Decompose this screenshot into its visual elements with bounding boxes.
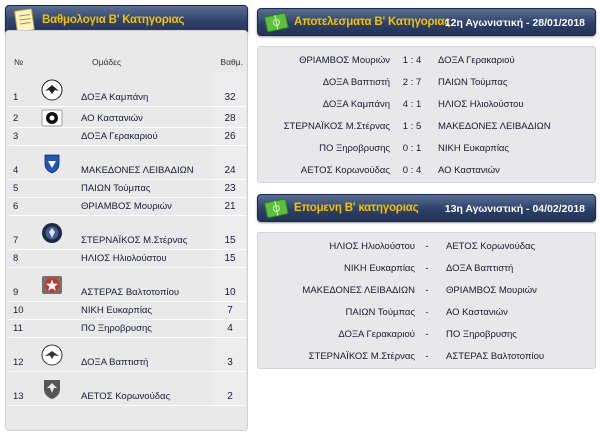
eagle-crest-logo	[41, 79, 63, 101]
results-round: 12η Αγωνιστική - 28/01/2018	[444, 17, 585, 29]
standings-row	[9, 320, 246, 338]
team-name[interactable]: ΜΑΚΕΔΟΝΕΣ ΛΕΙΒΑΔΙΩΝ	[81, 165, 194, 176]
team-points: 28	[224, 113, 236, 124]
football-pitch-icon	[262, 195, 290, 223]
column-points: Βαθμ.	[220, 57, 243, 67]
round-emblem-logo	[41, 107, 63, 129]
team-name[interactable]: ΣΤΕΡΝΑΪΚΟΣ Μ.Στέρνας	[81, 235, 188, 246]
next-round-title: Επομενη Β' κατηγοριας	[294, 202, 419, 214]
away-team[interactable]: ΑΟ Καστανιών	[438, 165, 500, 176]
match-separator: -	[425, 241, 429, 252]
match-separator: -	[425, 351, 429, 362]
team-points: 23	[224, 183, 236, 194]
team-name[interactable]: ΗΛΙΟΣ Ηλιολούστου	[81, 253, 167, 264]
result-row	[258, 138, 595, 160]
team-name[interactable]: ΔΟΞΑ Καμπάνη	[81, 92, 149, 103]
away-team[interactable]: ΔΟΞΑ Γερακαριού	[438, 55, 515, 66]
home-team[interactable]: ΠΑΙΩΝ Τούμπας	[345, 307, 415, 318]
result-row	[258, 50, 595, 72]
column-teams: Ομάδες	[92, 57, 122, 67]
team-points: 4	[227, 323, 233, 334]
match-score: 0 : 1	[402, 143, 422, 154]
position-number: 6	[13, 201, 19, 212]
match-separator: -	[425, 307, 429, 318]
away-team[interactable]: ΘΡΙΑΜΒΟΣ Μουριών	[446, 285, 537, 296]
position-number: 7	[13, 235, 19, 246]
result-row	[258, 94, 595, 116]
team-name[interactable]: ΑΟ Καστανιών	[81, 113, 143, 124]
position-number: 3	[13, 131, 19, 142]
home-team[interactable]: ΘΡΙΑΜΒΟΣ Μουριών	[299, 55, 390, 66]
position-number: 4	[13, 165, 19, 176]
match-score: 1 : 4	[402, 55, 422, 66]
match-separator: -	[425, 263, 429, 274]
result-row	[258, 72, 595, 94]
fixture-row	[258, 236, 595, 258]
team-name[interactable]: ΔΟΞΑ Βαπτιστή	[81, 357, 149, 368]
standings-row	[9, 268, 246, 302]
star-badge-logo	[41, 274, 63, 296]
results-title: Αποτελεσματα Β' Κατηγοριας	[294, 16, 451, 28]
fixture-row	[258, 346, 595, 368]
away-team[interactable]: ΜΑΚΕΔΟΝΕΣ ΛΕΙΒΑΔΙΩΝ	[438, 121, 551, 132]
away-team[interactable]: ΠΑΙΩΝ Τούμπας	[438, 77, 508, 88]
team-name[interactable]: ΘΡΙΑΜΒΟΣ Μουριών	[81, 201, 172, 212]
standings-row	[9, 250, 246, 268]
fixture-row	[258, 258, 595, 280]
standings-row	[9, 302, 246, 320]
match-separator: -	[425, 285, 429, 296]
standings-row	[9, 73, 246, 107]
match-score: 0 : 4	[402, 165, 422, 176]
match-score: 1 : 5	[402, 121, 422, 132]
team-name[interactable]: ΑΕΤΟΣ Κορωνούδας	[81, 391, 171, 402]
result-row	[258, 116, 595, 138]
away-team[interactable]: ΔΟΞΑ Βαπτιστή	[446, 263, 514, 274]
blue-shield-logo	[41, 152, 63, 174]
results-list	[257, 46, 596, 183]
home-team[interactable]: ΣΤΕΡΝΑΪΚΟΣ Μ.Στέρνας	[283, 121, 390, 132]
column-position: №	[14, 57, 24, 67]
team-name[interactable]: ΠΑΙΩΝ Τούμπας	[81, 183, 151, 194]
results-header	[257, 8, 596, 36]
home-team[interactable]: ΝΙΚΗ Ευκαρπίας	[344, 263, 415, 274]
position-number: 10	[13, 305, 24, 316]
team-name[interactable]: ΠΟ Ξηροβρυσης	[81, 323, 152, 334]
team-points: 2	[227, 391, 233, 402]
team-points: 7	[227, 305, 233, 316]
away-team[interactable]: ΗΛΙΟΣ Ηλιολούστου	[438, 99, 524, 110]
home-team[interactable]: ΣΤΕΡΝΑΪΚΟΣ Μ.Στέρνας	[308, 351, 415, 362]
position-number: 1	[13, 92, 19, 103]
team-points: 15	[224, 235, 236, 246]
position-number: 13	[13, 391, 24, 402]
standings-row	[9, 180, 246, 198]
match-separator: -	[425, 329, 429, 340]
home-team[interactable]: ΠΟ Ξηροβρυσης	[319, 143, 390, 154]
home-team[interactable]: ΔΟΞΑ Βαπτιστή	[322, 77, 390, 88]
home-team[interactable]: ΗΛΙΟΣ Ηλιολούστου	[329, 241, 415, 252]
position-number: 2	[13, 113, 19, 124]
eagle-shield-logo	[41, 378, 63, 400]
team-points: 32	[224, 92, 236, 103]
position-number: 12	[13, 357, 24, 368]
position-number: 9	[13, 287, 19, 298]
fixture-row	[258, 324, 595, 346]
next-round-header	[257, 194, 596, 222]
home-team[interactable]: ΑΕΤΟΣ Κορωνούδας	[300, 165, 390, 176]
standings-column-header	[6, 51, 247, 71]
team-points: 24	[224, 165, 236, 176]
away-team[interactable]: ΑΣΤΕΡΑΣ Βαλτοτοπίου	[446, 351, 545, 362]
standings-row	[9, 372, 246, 406]
standings-row	[9, 198, 246, 216]
football-pitch-icon	[262, 9, 290, 37]
position-number: 11	[13, 323, 23, 334]
home-team[interactable]: ΔΟΞΑ Γερακαριού	[338, 329, 415, 340]
dark-circle-logo	[41, 222, 63, 244]
standings-row	[9, 128, 246, 146]
away-team[interactable]: ΑΟ Καστανιών	[446, 307, 508, 318]
result-row	[258, 160, 595, 182]
team-points: 15	[224, 253, 236, 264]
away-team[interactable]: ΝΙΚΗ Ευκαρπίας	[438, 143, 509, 154]
standings-table	[5, 30, 248, 431]
team-name[interactable]: ΔΟΞΑ Γερακαριού	[81, 131, 158, 142]
home-team[interactable]: ΔΟΞΑ Καμπάνη	[322, 99, 390, 110]
match-score: 2 : 7	[402, 77, 422, 88]
position-number: 5	[13, 183, 19, 194]
team-name[interactable]: ΝΙΚΗ Ευκαρπίας	[81, 305, 152, 316]
team-name[interactable]: ΑΣΤΕΡΑΣ Βαλτοτοπίου	[81, 287, 180, 298]
standings-row	[9, 107, 246, 128]
standings-row	[9, 338, 246, 372]
team-points: 26	[224, 131, 236, 142]
team-points: 21	[224, 201, 236, 212]
away-team[interactable]: ΑΕΤΟΣ Κορωνούδας	[446, 241, 536, 252]
match-score: 4 : 1	[402, 99, 422, 110]
position-number: 8	[13, 253, 19, 264]
next-round-date: 13η Αγωνιστική - 04/02/2018	[444, 203, 585, 215]
team-points: 3	[227, 357, 233, 368]
fixtures-list	[257, 232, 596, 369]
team-points: 10	[224, 287, 236, 298]
fixture-row	[258, 302, 595, 324]
eagle-round-logo	[41, 344, 63, 366]
standings-row	[9, 216, 246, 250]
fixture-row	[258, 280, 595, 302]
home-team[interactable]: ΜΑΚΕΔΟΝΕΣ ΛΕΙΒΑΔΙΩΝ	[302, 285, 415, 296]
standings-row	[9, 146, 246, 180]
away-team[interactable]: ΠΟ Ξηροβρυσης	[446, 329, 517, 340]
standings-title: Βαθμολογια Β' Κατηγοριας	[42, 14, 185, 26]
